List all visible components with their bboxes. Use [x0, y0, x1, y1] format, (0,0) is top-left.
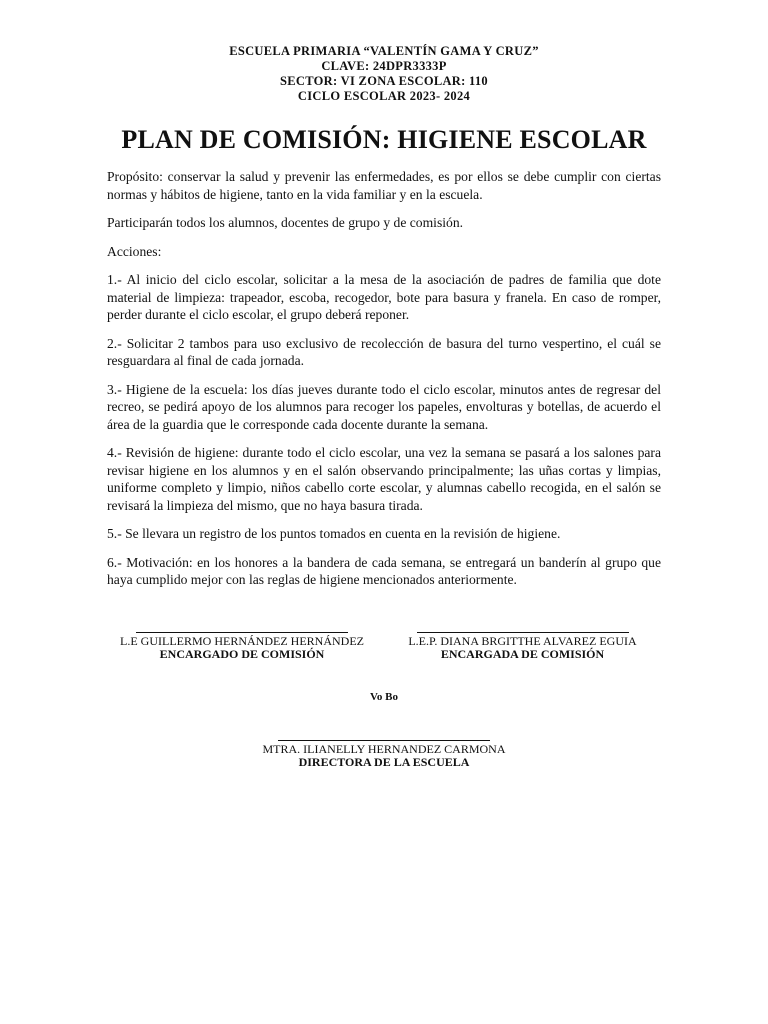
signature-line — [278, 740, 490, 741]
signer-role: ENCARGADA DE COMISIÓN — [440, 647, 605, 661]
document-title: PLAN DE COMISIÓN: HIGIENE ESCOLAR — [121, 125, 647, 154]
signer-name: L.E GUILLERMO HERNÁNDEZ HERNÁNDEZ — [120, 634, 364, 648]
paragraph-action-6: 6.- Motivación: en los honores a la bandera de cada semana, se entregará un banderín al grupo que haya cumplido mejor con las reglas de higiene mencionados anteriormente. — [107, 554, 661, 587]
paragraph-action-3: 3.- Higiene de la escuela: los días jueves durante todo el ciclo escolar, minutos antes de regresar del recreo, se pedirá apoyo de los alumnos para recoger los papeles, envolturas y botellas, de acuerdo el área de la guardia que le corresponde cada docente durante la semana. — [107, 381, 661, 432]
signer-name: L.E.P. DIANA BRGITTHE ALVAREZ EGUIA — [408, 634, 637, 648]
paragraph-purpose: Propósito: conservar la salud y prevenir las enfermedades, es por ellos se debe cumplir con ciertas normas y hábitos de higiene, tanto en la vida familiar y en la escuela. — [107, 169, 661, 202]
signature-line — [136, 632, 348, 633]
signature-block-director — [234, 740, 534, 769]
signer-role: ENCARGADO DE COMISIÓN — [159, 647, 325, 661]
signer-role: DIRECTORA DE LA ESCUELA — [298, 755, 470, 769]
school-year: CICLO ESCOLAR 2023- 2024 — [297, 89, 471, 103]
school-code: CLAVE: 24DPR3333P — [321, 59, 447, 73]
paragraph-participants: Participarán todos los alumnos, docentes de grupo y de comisión. — [107, 215, 464, 230]
school-name: ESCUELA PRIMARIA “VALENTÍN GAMA Y CRUZ” — [229, 44, 539, 58]
paragraph-action-4: 4.- Revisión de higiene: durante todo el ciclo escolar, una vez la semana se pasará a los salones para revisar higiene en los alumnos y en el salón observando principalmente; las uñas cortas y limpias, uniforme completo y limpio, niños cabello corte escolar, y alumnas cabello recogida, en el salón se revisará la limpieza del mismo, que no haya basura tirada. — [107, 445, 661, 513]
school-sector: SECTOR: VI ZONA ESCOLAR: 110 — [280, 74, 488, 88]
paragraph-action-2: 2.- Solicitar 2 tambos para uso exclusivo de recolección de basura del turno vespertino, el cuál se resguardara al final de cada jornada. — [107, 335, 661, 368]
signer-name: MTRA. ILIANELLY HERNANDEZ CARMONA — [262, 742, 506, 756]
document-body — [107, 168, 661, 600]
signature-block-left — [107, 632, 377, 661]
signature-line — [417, 632, 629, 633]
paragraph-action-1: 1.- Al inicio del ciclo escolar, solicitar a la mesa de la asociación de padres de familia que dote material de limpieza: trapeador, escoba, recogedor, bote para basura y franela. En caso de romper, perder durante el ciclo escolar, el grupo deberá reponer. — [107, 272, 661, 322]
paragraph-action-5: 5.- Se llevara un registro de los puntos tomados en cuenta en la revisión de higiene. — [107, 526, 561, 541]
approval-label: Vo Bo — [369, 691, 399, 703]
school-header — [0, 44, 768, 104]
signature-block-right — [390, 632, 655, 661]
paragraph-actions-heading: Acciones: — [107, 243, 162, 259]
